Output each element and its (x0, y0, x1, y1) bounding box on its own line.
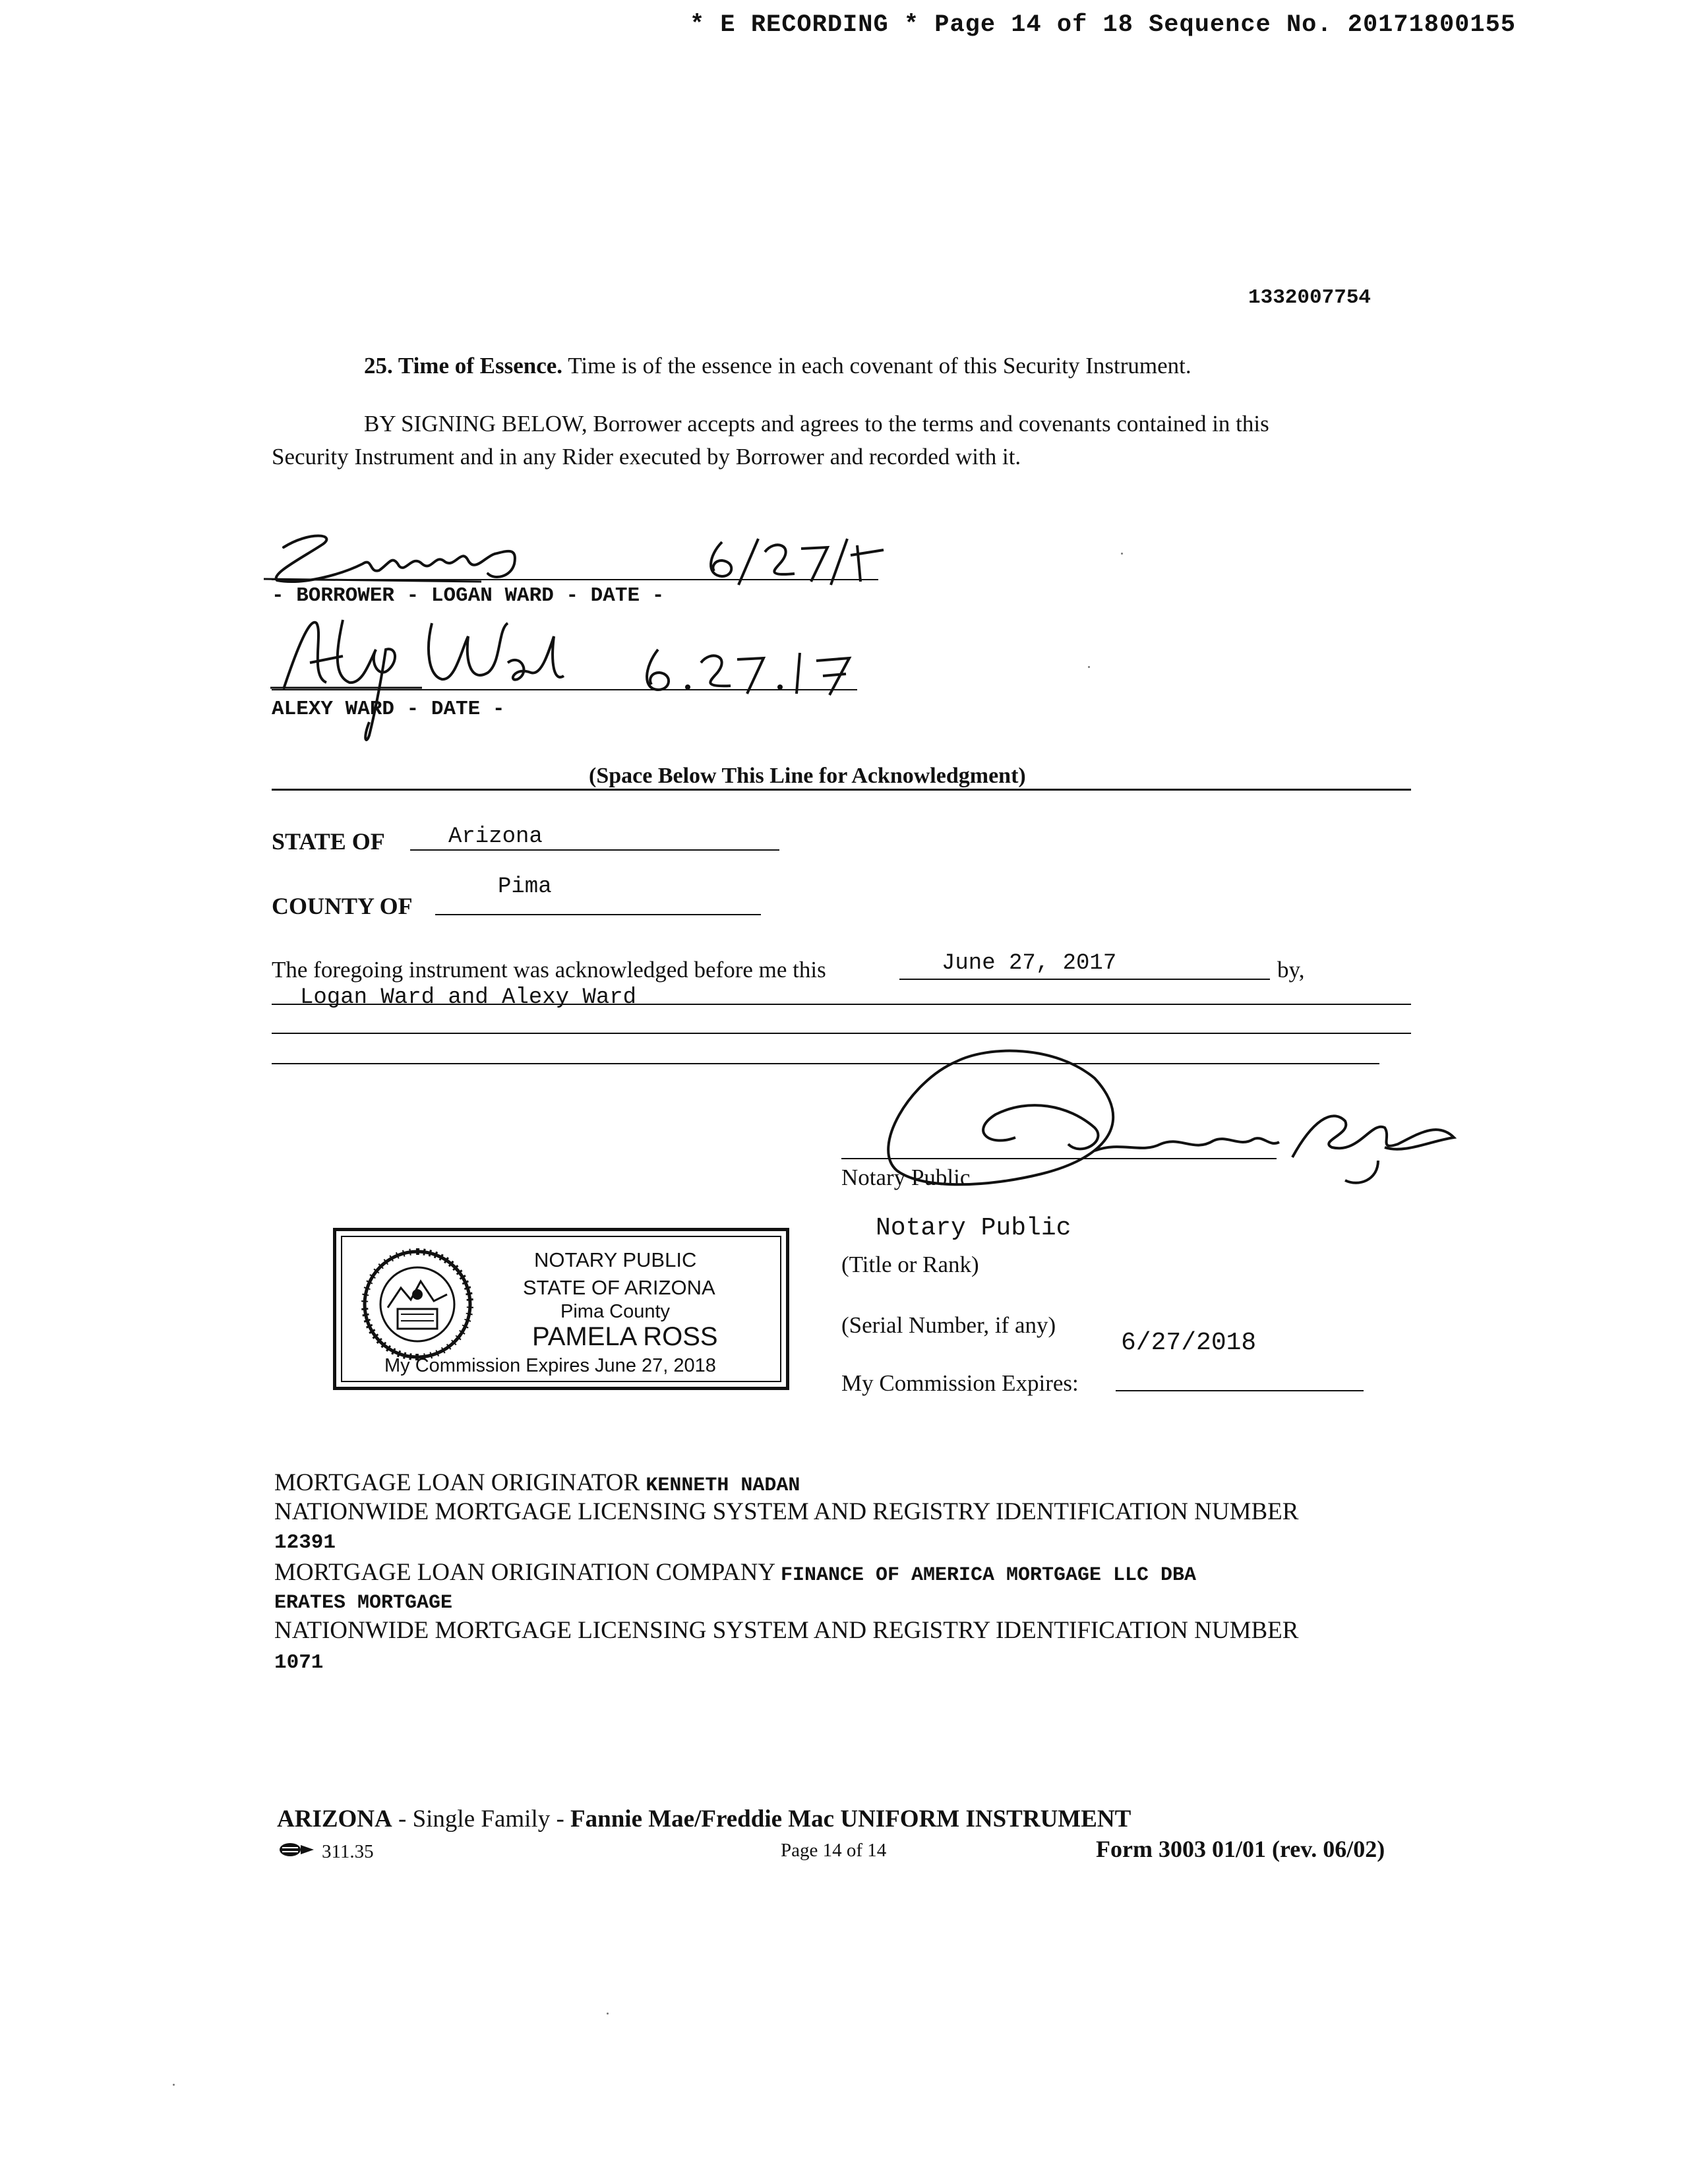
date-underline (899, 979, 1270, 980)
form-vendor-logo-icon (278, 1841, 315, 1858)
footer-form: Form 3003 01/01 (rev. 06/02) (1096, 1836, 1385, 1862)
arizona-state-seal-icon (361, 1248, 473, 1360)
stamp-notary-public: NOTARY PUBLIC (534, 1248, 697, 1271)
stamp-state: STATE OF ARIZONA (523, 1276, 715, 1299)
footer-state: ARIZONA (277, 1805, 392, 1833)
borrower-2-handwritten-date (638, 646, 862, 699)
notary-signature (857, 1022, 1470, 1187)
nmls-number-1: 12391 (274, 1531, 336, 1554)
acknowledgment-date-value: June 27, 2017 (942, 951, 1117, 976)
commission-expires-label: My Commission Expires: (841, 1370, 1079, 1396)
borrower-1-caption: - BORROWER - LOGAN WARD - DATE - (272, 584, 665, 607)
foregoing-text: The foregoing instrument was acknowledged before me this (272, 957, 826, 983)
company-name-line-1: FINANCE OF AMERICA MORTGAGE LLC DBA (780, 1564, 1197, 1587)
section-25 (364, 354, 1191, 377)
by-text: by, (1277, 957, 1305, 983)
mlo-line (274, 1471, 800, 1496)
state-label: STATE OF (272, 828, 385, 855)
borrower-2-signature (270, 610, 613, 748)
company-name-line-2: ERATES MORTGAGE (274, 1592, 453, 1614)
county-label: COUNTY OF (272, 893, 413, 919)
borrower-2-signature-line (272, 689, 857, 690)
company-label: MORTGAGE LOAN ORIGINATION COMPANY (274, 1559, 775, 1586)
nmls-label-2: NATIONWIDE MORTGAGE LICENSING SYSTEM AND REGISTRY IDENTIFICATION NUMBER (274, 1617, 1299, 1644)
scan-speck (1088, 666, 1090, 668)
mlo-name: KENNETH NADAN (646, 1474, 800, 1497)
notary-title-value: Notary Public (876, 1214, 1071, 1242)
section-25-text: Time is of the essence in each covenant of this Security Instrument. (568, 353, 1191, 379)
stamp-commission: My Commission Expires June 27, 2018 (384, 1355, 716, 1376)
notary-signature-line (841, 1158, 1277, 1159)
names-underline-1 (272, 1004, 1411, 1005)
footer-form-code: 311.35 (322, 1841, 374, 1862)
title-or-rank-label: (Title or Rank) (841, 1252, 979, 1277)
state-underline (410, 849, 779, 851)
borrower-1-signature-line (272, 579, 878, 580)
footer-instrument-line (277, 1807, 1131, 1831)
recording-banner: * E RECORDING * Page 14 of 18 Sequence No. 20171800155 (690, 11, 1516, 39)
nmls-label-1: NATIONWIDE MORTGAGE LICENSING SYSTEM AND REGISTRY IDENTIFICATION NUMBER (274, 1498, 1299, 1525)
scan-speck (1121, 553, 1123, 555)
borrower-1-handwritten-date (702, 535, 887, 588)
stamp-notary-name: PAMELA ROSS (532, 1322, 718, 1351)
borrower-2-caption: ALEXY WARD - DATE - (272, 698, 505, 721)
nmls-number-2: 1071 (274, 1651, 324, 1674)
footer-mid: - Single Family - (398, 1805, 564, 1833)
footer-instrument: Fannie Mae/Freddie Mac UNIFORM INSTRUMENT (570, 1805, 1131, 1833)
scan-speck (173, 2084, 175, 2086)
scan-speck (607, 2013, 609, 2015)
borrower-1-signature (264, 528, 541, 590)
company-line (274, 1560, 1196, 1585)
loan-number: 1332007754 (1248, 286, 1372, 309)
commission-expires-value: 6/27/2018 (1121, 1329, 1257, 1357)
acknowledgment-divider-title: (Space Below This Line for Acknowledgment) (589, 764, 1026, 788)
county-value: Pima (498, 874, 552, 899)
acknowledgment-divider-line (272, 789, 1411, 791)
footer-page: Page 14 of 14 (781, 1840, 887, 1861)
signing-line-1: BY SIGNING BELOW, Borrower accepts and agrees to the terms and covenants contained in this (364, 411, 1269, 437)
mlo-label: MORTGAGE LOAN ORIGINATOR (274, 1469, 640, 1496)
stamp-county: Pima County (560, 1301, 671, 1322)
county-underline (435, 914, 761, 915)
notary-public-label: Notary Public (841, 1165, 971, 1190)
acknowledged-names-value: Logan Ward and Alexy Ward (300, 985, 637, 1010)
signing-line-2: Security Instrument and in any Rider executed by Borrower and recorded with it. (272, 444, 1021, 470)
notary-stamp (333, 1228, 789, 1390)
state-value: Arizona (448, 824, 543, 849)
section-25-title: 25. Time of Essence. (364, 353, 563, 379)
commission-expires-underline (1116, 1390, 1364, 1391)
serial-number-label: (Serial Number, if any) (841, 1312, 1056, 1338)
